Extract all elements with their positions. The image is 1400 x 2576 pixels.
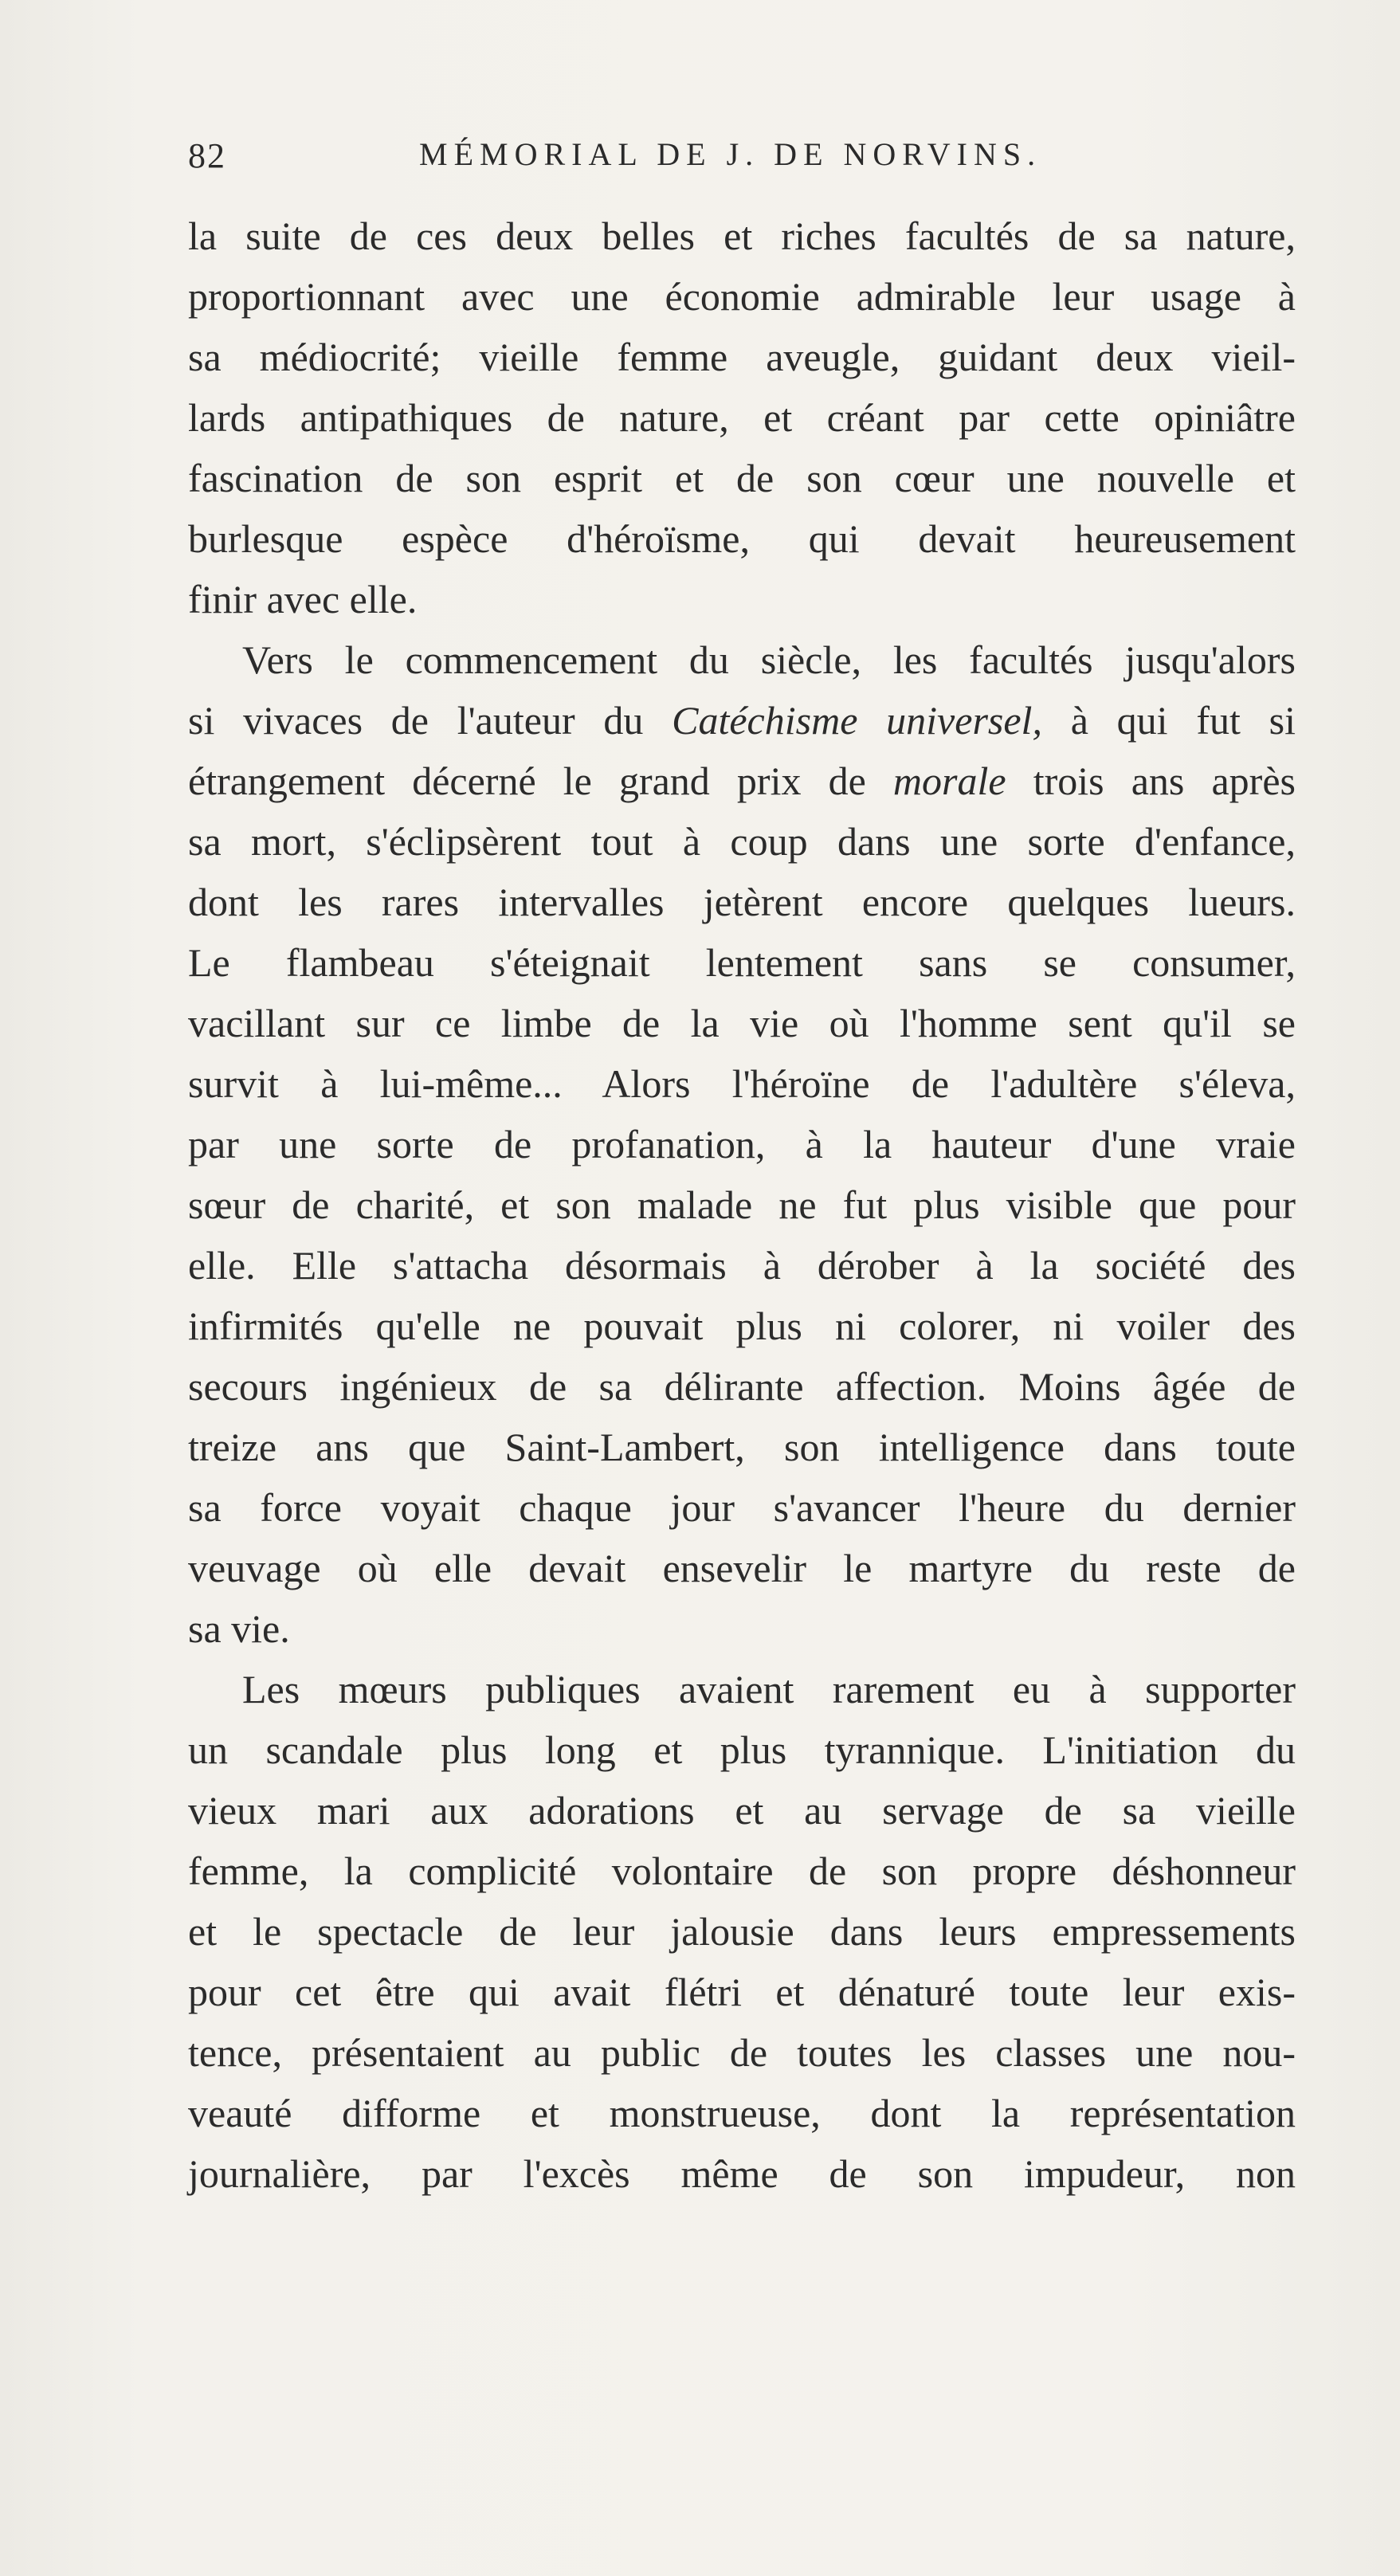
text-line: veauté difforme et monstrueuse, dont la représentation [188,2091,1296,2135]
text-line: journalière, par l'excès même de son impudeur, non [188,2151,1296,2196]
text-line: Vers le commencement du siècle, les facultés jusqu'alors [242,637,1296,682]
text-line: la suite de ces deux belles et riches facultés de sa nature, [188,214,1296,258]
text-line: par une sorte de profanation, à la hauteur d'une vraie [188,1122,1296,1166]
text-line: sa vie. [188,1606,290,1651]
text-line: survit à lui-même... Alors l'héroïne de l'adultère s'éleva, [188,1061,1296,1106]
text-line: veuvage où elle devait ensevelir le martyre du reste de [188,1546,1296,1590]
body-text [188,206,1296,2204]
running-title: MÉMORIAL DE J. DE NORVINS. [419,136,1042,172]
page-header [188,135,1248,191]
text-line: pour cet être qui avait flétri et dénaturé toute leur exis- [188,1970,1296,2014]
text-line: sœur de charité, et son malade ne fut plus visible que pour [188,1182,1296,1227]
italic-word: morale [892,759,1006,803]
text-segment: à qui fut si [1041,698,1296,743]
text-line: burlesque espèce d'héroïsme, qui devait heureusement [188,516,1296,561]
text-line: lards antipathiques de nature, et créant par cette opiniâtre [188,395,1296,440]
text-line: secours ingénieux de sa délirante affection. Moins âgée de [188,1364,1296,1409]
text-line: dont les rares intervalles jetèrent encore quelques lueurs. [188,880,1296,924]
text-line: et le spectacle de leur jalousie dans leurs empressements [188,1909,1296,1954]
text-segment: si vivaces de l'auteur du [188,698,673,743]
page-number: 82 [188,136,226,175]
text-line: un scandale plus long et plus tyrannique. L'initiation du [188,1727,1296,1772]
text-line: infirmités qu'elle ne pouvait plus ni colorer, ni voiler des [188,1304,1296,1348]
text-line: proportionnant avec une économie admirable leur usage à [188,274,1296,319]
text-line: sa force voyait chaque jour s'avancer l'heure du dernier [188,1485,1296,1530]
text-line: elle. Elle s'attacha désormais à dérober à la société des [188,1243,1296,1288]
text-line: vieux mari aux adorations et au servage de sa vieille [188,1788,1296,1833]
text-line-with-italic [188,690,1296,751]
text-line: sa mort, s'éclipsèrent tout à coup dans une sorte d'enfance, [188,819,1296,864]
text-line: finir avec elle. [188,577,418,621]
text-line: vacillant sur ce limbe de la vie où l'homme sent qu'il se [188,1001,1296,1045]
text-line: sa médiocrité; vieille femme aveugle, guidant deux vieil- [188,335,1296,379]
text-line: tence, présentaient au public de toutes les classes une nou- [188,2030,1296,2075]
text-line: femme, la complicité volontaire de son propre déshonneur [188,1849,1296,1893]
text-line: fascination de son esprit et de son cœur une nouvelle et [188,456,1296,500]
text-line: treize ans que Saint-Lambert, son intelligence dans toute [188,1425,1296,1469]
paragraph-1 [188,206,1296,629]
text-segment: étrangement décerné le grand prix de [188,759,893,803]
text-line-with-italic [188,751,1296,811]
paragraph-3 [188,1659,1296,2204]
text-line: Le flambeau s'éteignait lentement sans se consumer, [188,940,1296,985]
italic-title: Catéchisme universel, [672,698,1042,743]
text-line: Les mœurs publiques avaient rarement eu à supporter [242,1667,1296,1711]
paragraph-2 [188,629,1296,1659]
text-segment: trois ans après [1006,759,1296,803]
